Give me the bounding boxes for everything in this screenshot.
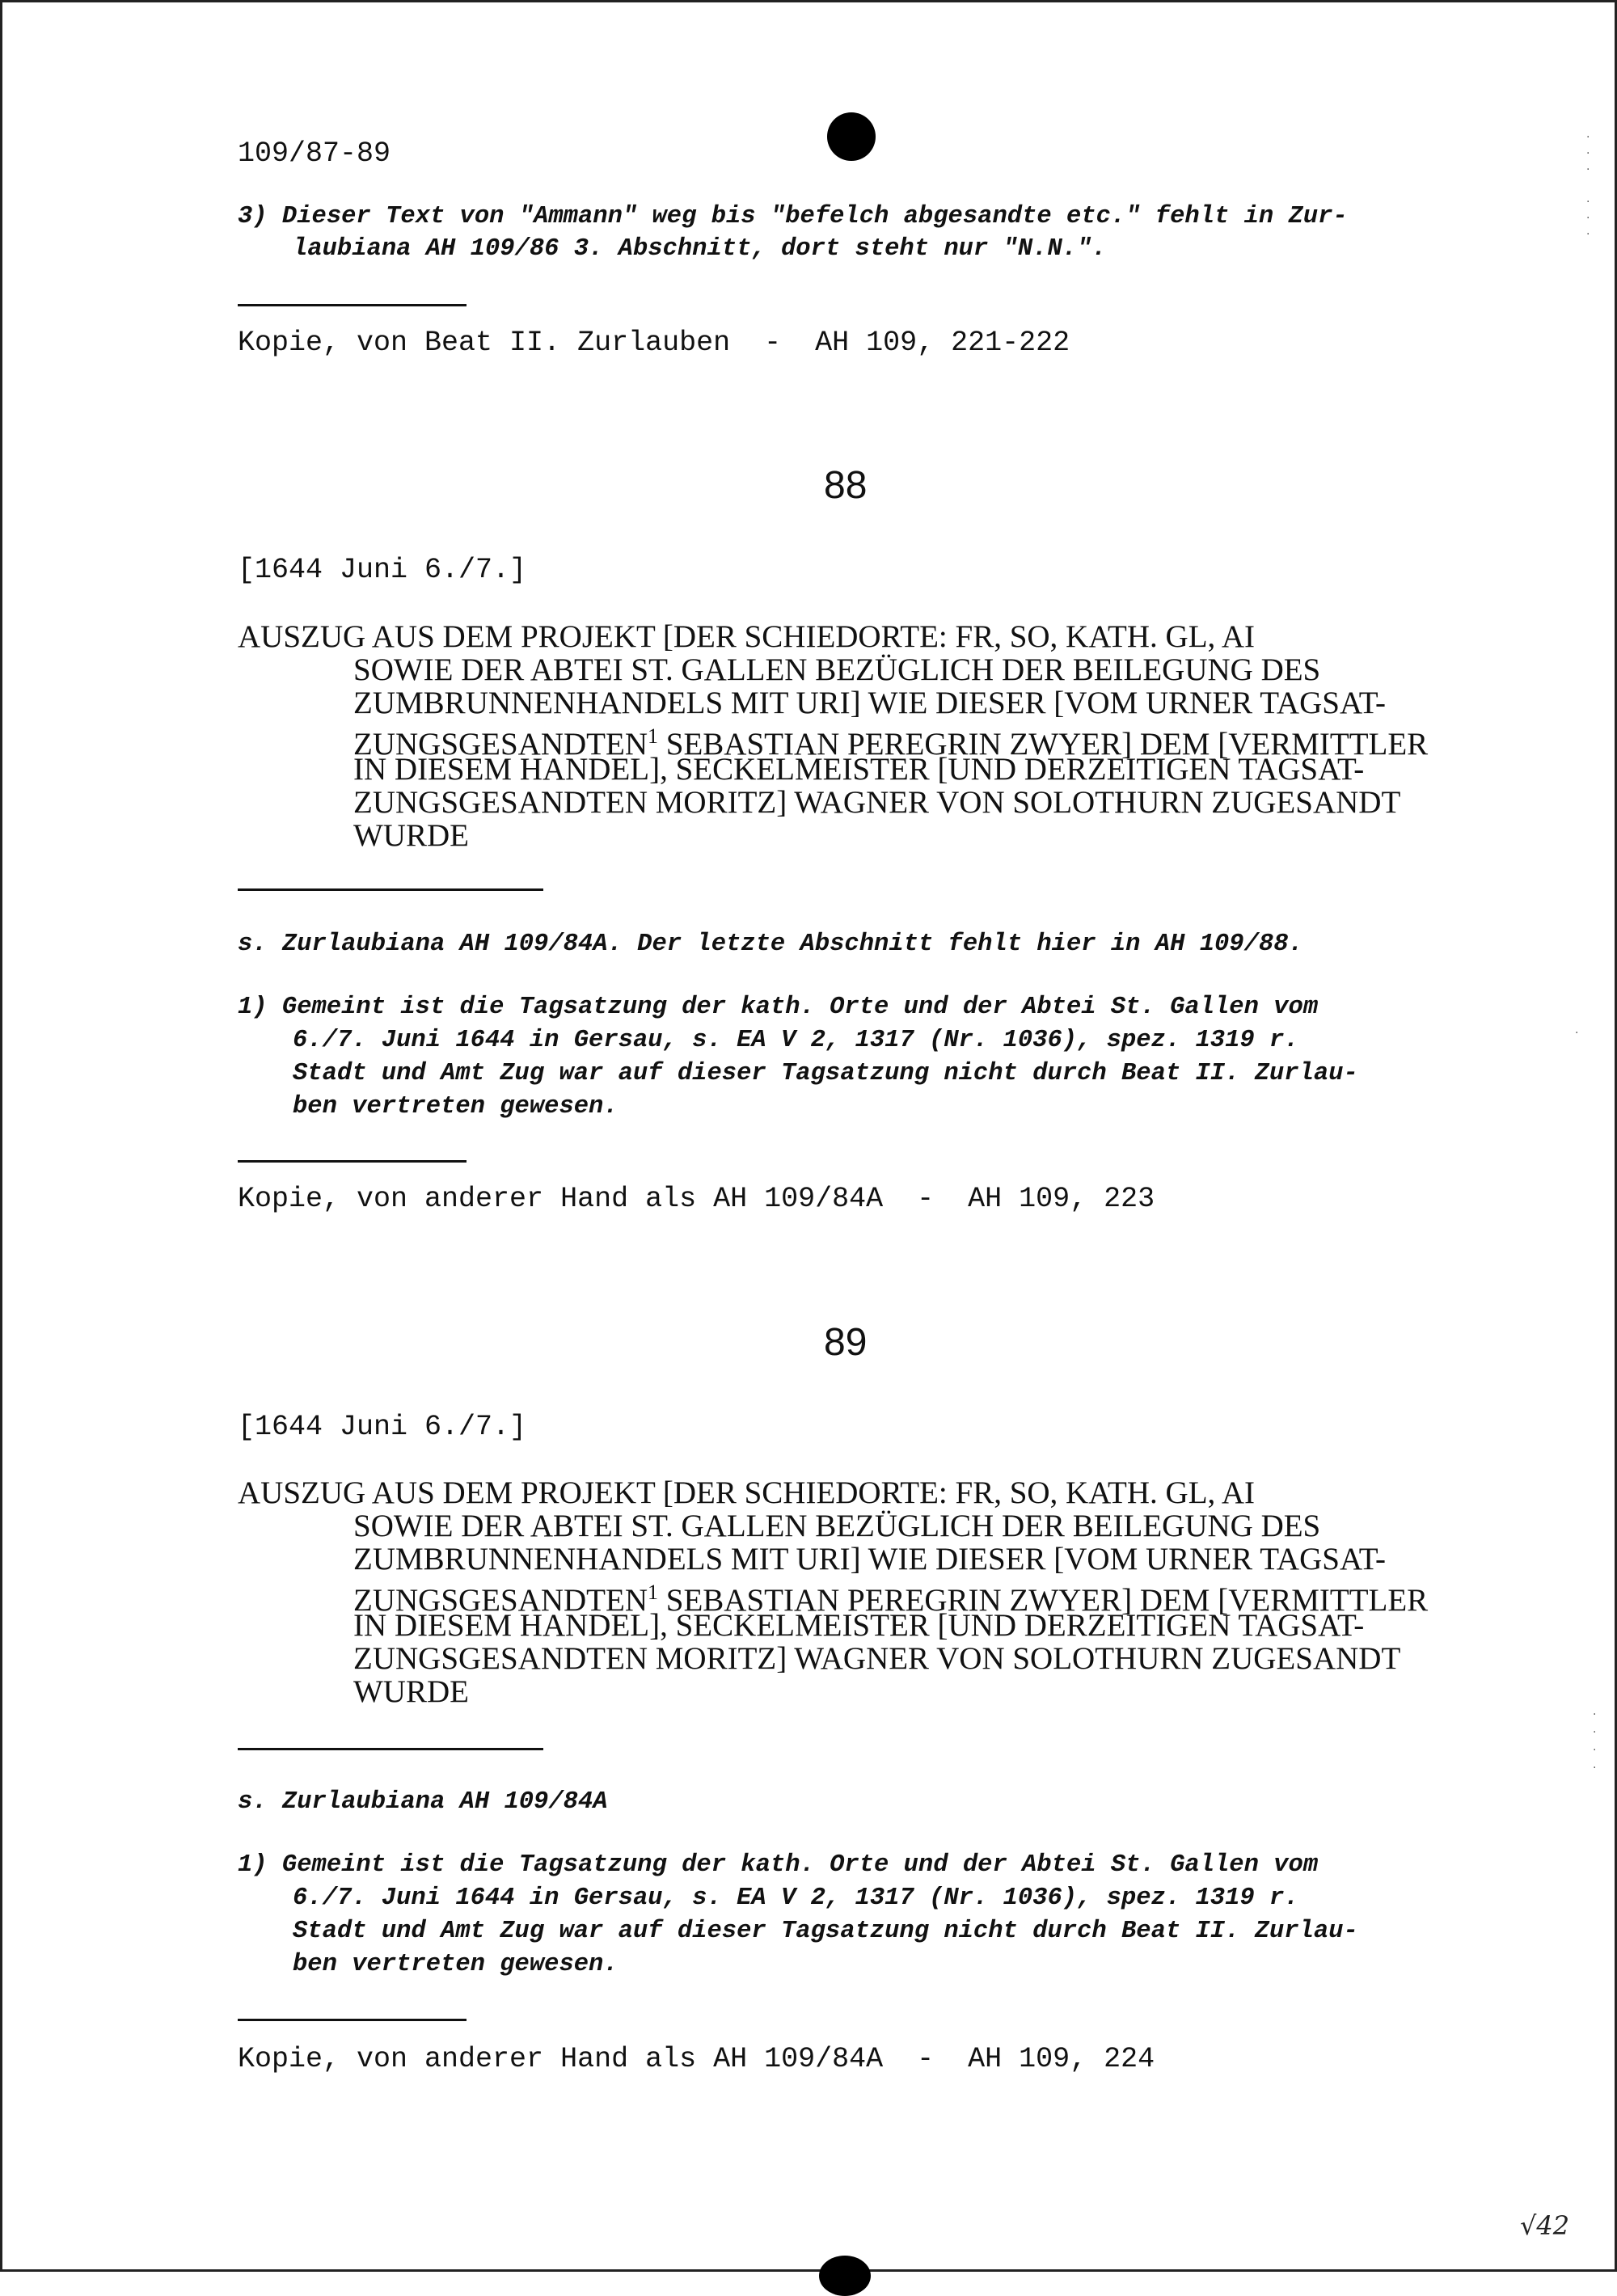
footnote-88-line-3: Stadt und Amt Zug war auf dieser Tagsatzung nicht durch Beat II. Zurlau-: [293, 1060, 1358, 1087]
title-text: ZUNGSGESANDTEN: [353, 727, 648, 762]
separator-rule: [238, 1160, 467, 1163]
footnote-89-line-4: ben vertreten gewesen.: [293, 1951, 619, 1978]
footnote-marker: 1: [648, 724, 658, 748]
punch-hole-top: [827, 112, 876, 161]
document-date-88: [1644 Juni 6./7.]: [238, 554, 527, 586]
document-number-88: 88: [824, 464, 868, 507]
footnote-88-line-4: ben vertreten gewesen.: [293, 1093, 619, 1121]
title-text: ZUNGSGESANDTEN: [353, 1583, 648, 1618]
source-line-88: Kopie, von anderer Hand als AH 109/84A - AH 109, 223: [238, 1183, 1155, 1215]
footnote-89-line-2: 6./7. Juni 1644 in Gersau, s. EA V 2, 1317 (Nr. 1036), spez. 1319 r.: [293, 1884, 1299, 1912]
source-line-1: Kopie, von Beat II. Zurlauben - AH 109, 221-222: [238, 327, 1070, 359]
document-title-89-line-6: ZUNGSGESANDTEN MORITZ] WAGNER VON SOLOTHURN ZUGESANDT: [353, 1641, 1401, 1676]
footnote-3-line-2: laubiana AH 109/86 3. Abschnitt, dort steht nur "N.N.".: [293, 235, 1107, 263]
document-title-88-line-5: IN DIESEM HANDEL], SECKELMEISTER [UND DERZEITIGEN TAGSAT-: [353, 752, 1365, 787]
document-date-89: [1644 Juni 6./7.]: [238, 1411, 527, 1443]
document-title-88-line-2: SOWIE DER ABTEI ST. GALLEN BEZÜGLICH DER BEILEGUNG DES: [353, 652, 1321, 687]
footnote-marker: 1: [648, 1581, 658, 1604]
title-text: SEBASTIAN PEREGRIN ZWYER] DEM [VERMITTLER: [658, 727, 1429, 762]
margin-specks: · · · ·: [1593, 1708, 1597, 1775]
document-number-89: 89: [824, 1321, 868, 1364]
document-title-89-line-3: ZUMBRUNNENHANDELS MIT URI] WIE DIESER [VOM URNER TAGSAT-: [353, 1542, 1387, 1576]
page-reference: 109/87-89: [238, 137, 391, 170]
footnote-88-line-2: 6./7. Juni 1644 in Gersau, s. EA V 2, 1317 (Nr. 1036), spez. 1319 r.: [293, 1027, 1299, 1054]
separator-rule: [238, 1748, 543, 1750]
document-title-88-line-3: ZUMBRUNNENHANDELS MIT URI] WIE DIESER [VOM URNER TAGSAT-: [353, 686, 1387, 720]
title-text: SEBASTIAN PEREGRIN ZWYER] DEM [VERMITTLER: [658, 1583, 1429, 1618]
source-line-89: Kopie, von anderer Hand als AH 109/84A - AH 109, 224: [238, 2043, 1155, 2075]
document-title-89-line-2: SOWIE DER ABTEI ST. GALLEN BEZÜGLICH DER BEILEGUNG DES: [353, 1509, 1321, 1543]
source-reference-88: s. Zurlaubiana AH 109/84A. Der letzte Abschnitt fehlt hier in AH 109/88.: [238, 931, 1303, 958]
punch-hole-bottom: [819, 2256, 871, 2296]
handwritten-page-mark: √42: [1520, 2210, 1570, 2241]
footnote-3-line-1: 3) Dieser Text von "Ammann" weg bis "befelch abgesandte etc." fehlt in Zur-: [238, 203, 1348, 230]
document-title-89-line-7: WURDE: [353, 1674, 469, 1709]
document-title-88-line-7: WURDE: [353, 818, 469, 853]
footnote-89-line-1: 1) Gemeint ist die Tagsatzung der kath. Orte und der Abtei St. Gallen vom: [238, 1851, 1319, 1879]
document-title-89-line-1: AUSZUG AUS DEM PROJEKT [DER SCHIEDORTE: FR, SO, KATH. GL, AI: [238, 1475, 1256, 1510]
document-title-88-line-6: ZUNGSGESANDTEN MORITZ] WAGNER VON SOLOTHURN ZUGESANDT: [353, 785, 1401, 820]
margin-specks: · · · · · ·: [1586, 131, 1590, 241]
footnote-89-line-3: Stadt und Amt Zug war auf dieser Tagsatzung nicht durch Beat II. Zurlau-: [293, 1918, 1358, 1945]
source-reference-89: s. Zurlaubiana AH 109/84A: [238, 1788, 608, 1816]
separator-rule: [238, 304, 467, 306]
document-title-89-line-5: IN DIESEM HANDEL], SECKELMEISTER [UND DERZEITIGEN TAGSAT-: [353, 1608, 1365, 1643]
margin-specks: ·: [1575, 1027, 1579, 1040]
separator-rule: [238, 2019, 467, 2021]
document-title-88-line-1: AUSZUG AUS DEM PROJEKT [DER SCHIEDORTE: FR, SO, KATH. GL, AI: [238, 619, 1256, 654]
separator-rule: [238, 888, 543, 891]
footnote-88-line-1: 1) Gemeint ist die Tagsatzung der kath. Orte und der Abtei St. Gallen vom: [238, 994, 1319, 1021]
